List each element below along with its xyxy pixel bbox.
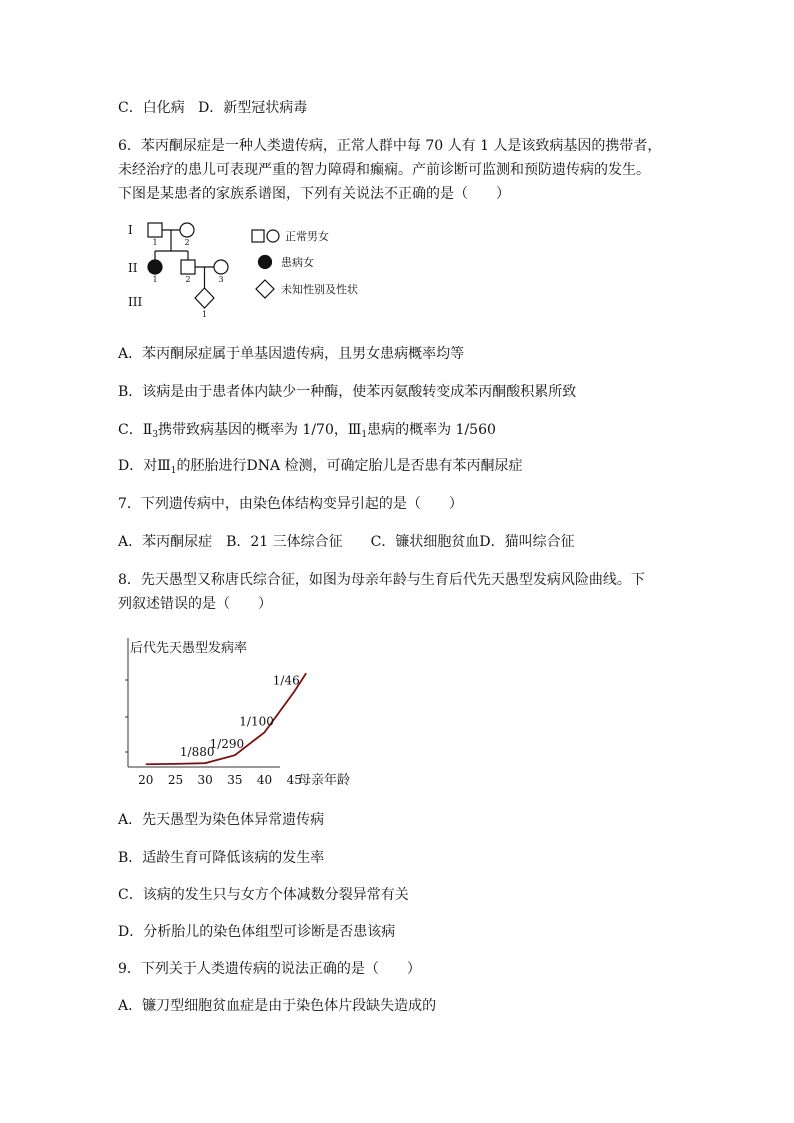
num-ii2: 2 bbox=[185, 275, 191, 284]
pedigree-i1-male-normal bbox=[148, 223, 162, 237]
legend-affected-female-icon bbox=[259, 256, 272, 269]
q6-option-c-part2: 携带致病基因的概率为 1/70，Ⅲ bbox=[157, 422, 362, 438]
gen-label-ii: II bbox=[128, 261, 138, 275]
num-iii1: 1 bbox=[201, 310, 208, 319]
q7-options: A．苯丙酮尿症 B．21 三体综合征 C．镰状细胞贫血D．猫叫综合征 bbox=[118, 534, 575, 550]
legend-label-normal: 正常男女 bbox=[285, 230, 329, 243]
pedigree-iii1-unknown bbox=[195, 288, 214, 308]
q5-options-tail bbox=[118, 99, 307, 117]
chart-x-tick-label: 20 bbox=[138, 773, 154, 787]
q6-stem-line-1: 6．苯丙酮尿症是一种人类遗传病，正常人群中每 70 人有 1 人是该致病基因的携带者， bbox=[118, 138, 662, 154]
q6-stem-line-3: 下图是某患者的家族系谱图，下列有关说法不正确的是（ ） bbox=[118, 186, 510, 202]
risk-curve-chart bbox=[118, 632, 358, 792]
q5-option-d: D．新型冠状病毒 bbox=[198, 100, 308, 116]
q6-option-a: A．苯丙酮尿症属于单基因遗传病，且男女患病概率均等 bbox=[118, 346, 465, 362]
q8-option-d: D．分析胎儿的染色体组型可诊断是否患该病 bbox=[118, 924, 396, 940]
pedigree-i2-female-normal bbox=[180, 223, 194, 237]
num-i2: 2 bbox=[184, 238, 190, 247]
pedigree-ii2-male-normal bbox=[181, 260, 195, 274]
num-ii1: 1 bbox=[152, 275, 158, 284]
q9-stem: 9．下列关于人类遗传病的说法正确的是（ ） bbox=[118, 961, 421, 977]
q6-option-c bbox=[118, 421, 496, 444]
chart-x-tick-label: 45 bbox=[286, 773, 302, 787]
chart-x-tick-label: 40 bbox=[256, 773, 273, 787]
legend-unknown-icon bbox=[256, 280, 274, 298]
legend-male-icon bbox=[252, 230, 264, 242]
q5-option-c: C．白化病 bbox=[118, 100, 185, 116]
q9-option-a: A．镰刀型细胞贫血症是由于染色体片段缺失造成的 bbox=[118, 998, 437, 1014]
q8-option-a: A．先天愚型为染色体异常遗传病 bbox=[118, 812, 325, 828]
pedigree-ii1-female-affected bbox=[148, 260, 162, 274]
chart-x-tick-label: 30 bbox=[197, 773, 213, 787]
q6-option-d-sub1: 1 bbox=[170, 466, 177, 476]
pedigree-ii3-female-normal bbox=[214, 260, 228, 274]
legend-label-unknown: 未知性别及性状 bbox=[281, 283, 358, 296]
legend-label-affected: 患病女 bbox=[281, 256, 314, 269]
gen-label-iii: III bbox=[128, 295, 143, 309]
q6-option-c-sub1: 3 bbox=[152, 430, 158, 440]
q8-option-c: C．该病的发生只与女方个体减数分裂异常有关 bbox=[118, 887, 409, 903]
q6-option-d-part1: D．对Ⅲ bbox=[118, 458, 171, 474]
num-i1: 1 bbox=[152, 238, 158, 247]
chart-x-tick-label: 25 bbox=[167, 773, 184, 787]
chart-x-tick-label: 35 bbox=[227, 773, 243, 787]
chart-annotation-label: 1/290 bbox=[209, 737, 245, 752]
chart-annotation-label: 1/880 bbox=[179, 745, 215, 760]
chart-x-label: 母亲年龄 bbox=[298, 773, 351, 788]
q8-stem-line-2: 列叙述错误的是（ ） bbox=[118, 596, 272, 612]
q8-option-b: B．适龄生育可降低该病的发生率 bbox=[118, 850, 325, 866]
chart-annotation-label: 1/100 bbox=[239, 714, 274, 729]
q6-option-c-part3: 患病的概率为 1/560 bbox=[367, 422, 496, 438]
legend-female-icon bbox=[267, 230, 279, 242]
q6-option-b: B．该病是由于患者体内缺少一种酶，使苯丙氨酸转变成苯丙酮酸积累所致 bbox=[118, 384, 577, 400]
num-ii3: 3 bbox=[218, 275, 224, 284]
q8-stem-line-1: 8．先天愚型又称唐氏综合征，如图为母亲年龄与生育后代先天愚型发病风险曲线。下 bbox=[118, 572, 645, 588]
chart-title: 后代先天愚型发病率 bbox=[130, 641, 248, 656]
q6-option-d-part2: 的胚胎进行DNA 检测，可确定胎儿是否患有苯丙酮尿症 bbox=[176, 458, 523, 474]
gen-label-i: I bbox=[128, 223, 133, 237]
q6-option-c-part1: C．Ⅱ bbox=[118, 422, 153, 438]
q7-stem: 7．下列遗传病中，由染色体结构变异引起的是（ ） bbox=[118, 496, 463, 512]
chart-annotation-label: 1/46 bbox=[272, 673, 300, 688]
pedigree-diagram bbox=[118, 214, 388, 319]
q6-stem-line-2: 未经治疗的患儿可表现严重的智力障碍和癫痫。产前诊断可监测和预防遗传病的发生。 bbox=[118, 162, 650, 178]
q6-option-d bbox=[118, 457, 523, 480]
q6-option-c-sub2: 1 bbox=[361, 430, 368, 440]
